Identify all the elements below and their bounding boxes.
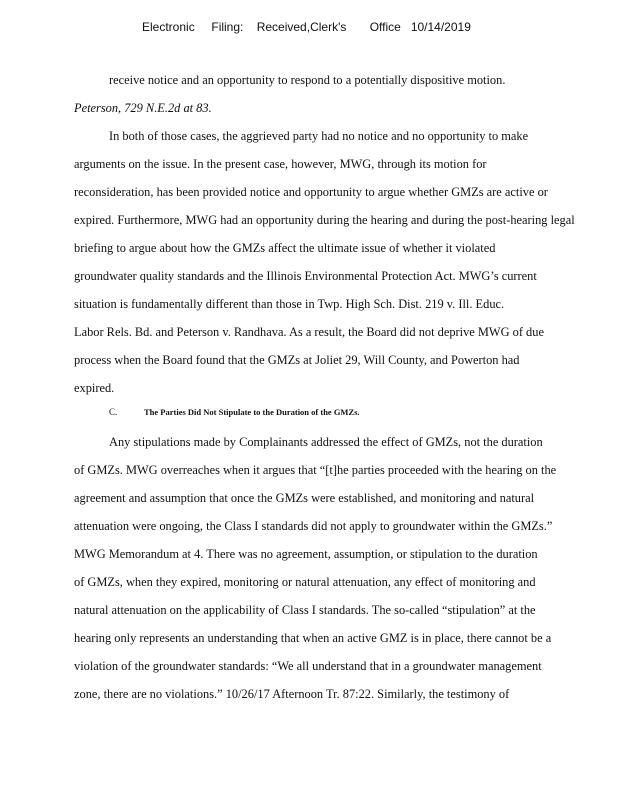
- body-line-21: violation of the groundwater standards: “We all understand that in a groundwater management: [74, 659, 542, 673]
- body-line-22: zone, there are no violations.” 10/26/17 Afternoon Tr. 87:22. Similarly, the testimony of: [74, 687, 510, 701]
- body-line-17: MWG Memorandum at 4. There was no agreement, assumption, or stipulation to the duration: [74, 547, 538, 561]
- section-label: C.: [109, 407, 118, 417]
- body-line-20: hearing only represents an understanding that when an active GMZ is in place, there cannot be a: [74, 631, 552, 645]
- body-line-7: briefing to argue about how the GMZs affect the ultimate issue of whether it violated: [74, 241, 496, 255]
- body-line-3: In both of those cases, the aggrieved party had no notice and no opportunity to make: [109, 129, 529, 143]
- body-line-12: expired.: [74, 381, 115, 395]
- body-line-5: reconsideration, has been provided notice and opportunity to argue whether GMZs are active or: [74, 185, 548, 199]
- body-line-14: of GMZs. MWG overreaches when it argues that “[t]he parties proceeded with the hearing on the: [74, 463, 557, 477]
- body-line-1: receive notice and an opportunity to respond to a potentially dispositive motion.: [109, 73, 506, 87]
- body-line-18: of GMZs, when they expired, monitoring or natural attenuation, any effect of monitoring and: [74, 575, 536, 589]
- body-line-11: process when the Board found that the GMZs at Joliet 29, Will County, and Powerton had: [74, 353, 520, 367]
- body-line-13: Any stipulations made by Complainants addressed the effect of GMZs, not the duration: [109, 435, 543, 449]
- body-line-6: expired. Furthermore, MWG had an opportunity during the hearing and during the post-hearing legal: [74, 213, 575, 227]
- body-line-10: Labor Rels. Bd. and Peterson v. Randhava. As a result, the Board did not deprive MWG of due: [74, 325, 544, 339]
- body-line-4: arguments on the issue. In the present case, however, MWG, through its motion for: [74, 157, 487, 171]
- body-line-9: situation is fundamentally different than those in Twp. High Sch. Dist. 219 v. Ill. Educ.: [74, 297, 505, 311]
- filing-header: Electronic Filing: Received,Clerk's Office 10/14/2019: [142, 20, 471, 34]
- body-line-2: Peterson, 729 N.E.2d at 83.: [74, 101, 212, 115]
- section-title: The Parties Did Not Stipulate to the Duration of the GMZs.: [144, 407, 360, 417]
- body-line-15: agreement and assumption that once the GMZs were established, and monitoring and natural: [74, 491, 535, 505]
- body-line-8: groundwater quality standards and the Illinois Environmental Protection Act. MWG’s current: [74, 269, 537, 283]
- body-line-19: natural attenuation on the applicability of Class I standards. The so-called “stipulation” at the: [74, 603, 536, 617]
- section-heading: [109, 407, 360, 417]
- body-line-16: attenuation were ongoing, the Class I standards did not apply to groundwater within the GMZs.”: [74, 519, 553, 533]
